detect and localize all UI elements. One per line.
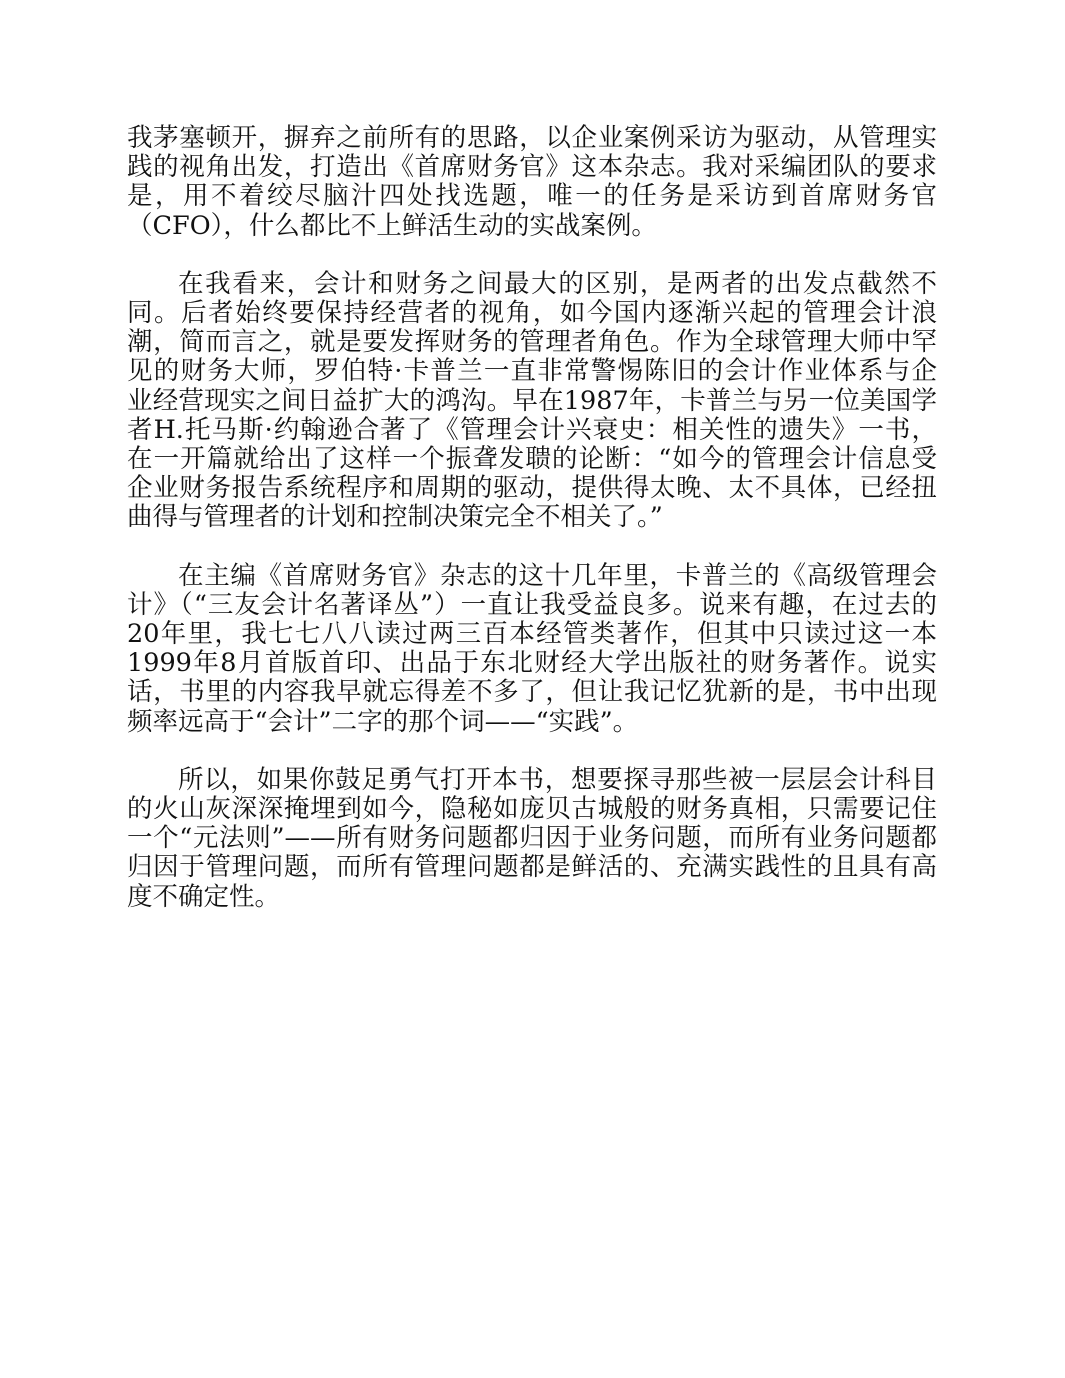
text-line: 一个“元法则”——所有财务问题都归因于业务问题，而所有业务问题都	[127, 823, 937, 854]
text-line: 在一开篇就给出了这样一个振聋发聩的论断：“如今的管理会计信息受	[127, 444, 937, 475]
text-line: 践的视角出发，打造出《首席财务官》这本杂志。我对采编团队的要求	[127, 152, 937, 183]
paragraph-4	[127, 766, 937, 912]
text-line: 20年里，我七七八八读过两三百本经管类著作，但其中只读过这一本	[127, 619, 937, 650]
text-line: 频率远高于“会计”二字的那个词——“实践”。	[127, 706, 639, 737]
text-line: 企业财务报告系统程序和周期的驱动，提供得太晚、太不具体，已经扭	[127, 473, 937, 504]
text-line: 曲得与管理者的计划和控制决策完全不相关了。”	[127, 502, 663, 533]
paragraph-2	[127, 270, 937, 533]
text-line: 在主编《首席财务官》杂志的这十几年里，卡普兰的《高级管理会	[178, 560, 937, 591]
text-line: 在我看来，会计和财务之间最大的区别，是两者的出发点截然不	[178, 268, 937, 299]
text-line: 计》（“三友会计名著译丛”）一直让我受益良多。说来有趣，在过去的	[127, 589, 937, 620]
text-line: 话，书里的内容我早就忘得差不多了，但让我记忆犹新的是，书中出现	[127, 677, 937, 708]
text-line: 所以，如果你鼓足勇气打开本书，想要探寻那些被一层层会计科目	[178, 764, 937, 795]
text-line: 度不确定性。	[127, 881, 281, 912]
text-line: 者H.托马斯·约翰逊合著了《管理会计兴衰史：相关性的遗失》一书，	[127, 414, 937, 445]
text-line: 潮，简而言之，就是要发挥财务的管理者角色。作为全球管理大师中罕	[127, 327, 937, 358]
text-line: （CFO），什么都比不上鲜活生动的实战案例。	[127, 210, 657, 241]
text-line: 业经营现实之间日益扩大的鸿沟。早在1987年，卡普兰与另一位美国学	[127, 385, 937, 416]
paragraph-3	[127, 562, 937, 737]
text-line: 我茅塞顿开，摒弃之前所有的思路，以企业案例采访为驱动，从管理实	[127, 123, 937, 153]
paragraph-1	[127, 124, 937, 241]
text-line: 同。后者始终要保持经营者的视角，如今国内逐渐兴起的管理会计浪	[127, 298, 937, 329]
text-line: 见的财务大师，罗伯特·卡普兰一直非常警惕陈旧的会计作业体系与企	[127, 356, 937, 387]
text-line: 是，用不着绞尽脑汁四处找选题，唯一的任务是采访到首席财务官	[127, 181, 937, 212]
text-line: 1999年8月首版首印、出品于东北财经大学出版社的财务著作。说实	[127, 648, 937, 679]
text-line: 归因于管理问题，而所有管理问题都是鲜活的、充满实践性的且具有高	[127, 852, 937, 883]
document-page	[127, 124, 937, 941]
text-line: 的火山灰深深掩埋到如今，隐秘如庞贝古城般的财务真相，只需要记住	[127, 794, 937, 825]
